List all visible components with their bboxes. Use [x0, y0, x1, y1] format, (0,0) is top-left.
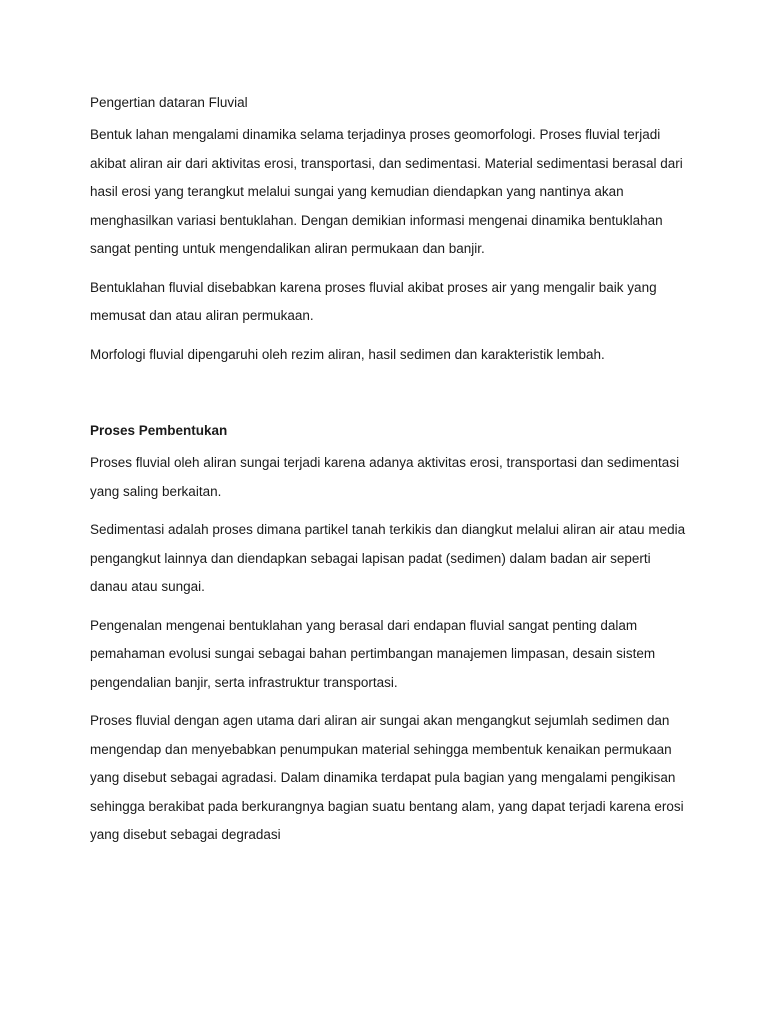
paragraph: Sedimentasi adalah proses dimana partikel tanah terkikis dan diangkut melalui aliran air atau media pengangkut lainnya dan diendapkan sebagai lapisan padat (sedimen) dalam badan air seperti danau atau sungai.	[90, 522, 686, 594]
paragraph: Proses fluvial oleh aliran sungai terjadi karena adanya aktivitas erosi, transportasi dan sedimentasi yang saling berkaitan.	[90, 455, 680, 499]
section-spacer	[90, 379, 690, 419]
paragraph: Bentuklahan fluvial disebabkan karena proses fluvial akibat proses air yang mengalir baik yang memusat dan atau aliran permukaan.	[90, 279, 657, 323]
paragraph: Morfologi fluvial dipengaruhi oleh rezim aliran, hasil sedimen dan karakteristik lembah.	[90, 346, 605, 362]
section-title: Pengertian dataran Fluvial	[90, 95, 248, 110]
paragraph: Proses fluvial dengan agen utama dari aliran air sungai akan mengangkut sejumlah sedimen dan mengendap dan menyebabkan penumpukan material sehingga membentuk kenaikan permukaan yang disebut sebagai agradasi. Dalam dinamika terdapat pula bagian yang mengalami pengikisan sehingga berakibat pada berkurangnya bagian suatu bentang alam, yang dapat terjadi karena erosi yang disebut sebagai degradasi	[90, 713, 684, 842]
section-title: Proses Pembentukan	[90, 423, 228, 438]
document-page	[90, 91, 690, 860]
paragraph: Bentuk lahan mengalami dinamika selama terjadinya proses geomorfologi. Proses fluvial terjadi akibat aliran air dari aktivitas erosi, transportasi, dan sedimentasi. Material sedimentasi berasal dari hasil erosi yang terangkut melalui sungai yang kemudian diendapkan yang nantinya akan menghasilkan variasi bentuklahan. Dengan demikian informasi mengenai dinamika bentuklahan sangat penting untuk mengendalikan aliran permukaan dan banjir.	[90, 127, 683, 256]
paragraph: Pengenalan mengenai bentuklahan yang berasal dari endapan fluvial sangat penting dalam pemahaman evolusi sungai sebagai bahan pertimbangan manajemen limpasan, desain sistem pengendalian banjir, serta infrastruktur transportasi.	[90, 617, 656, 690]
section-pengertian	[90, 91, 690, 369]
section-proses-pembentukan	[90, 419, 690, 850]
